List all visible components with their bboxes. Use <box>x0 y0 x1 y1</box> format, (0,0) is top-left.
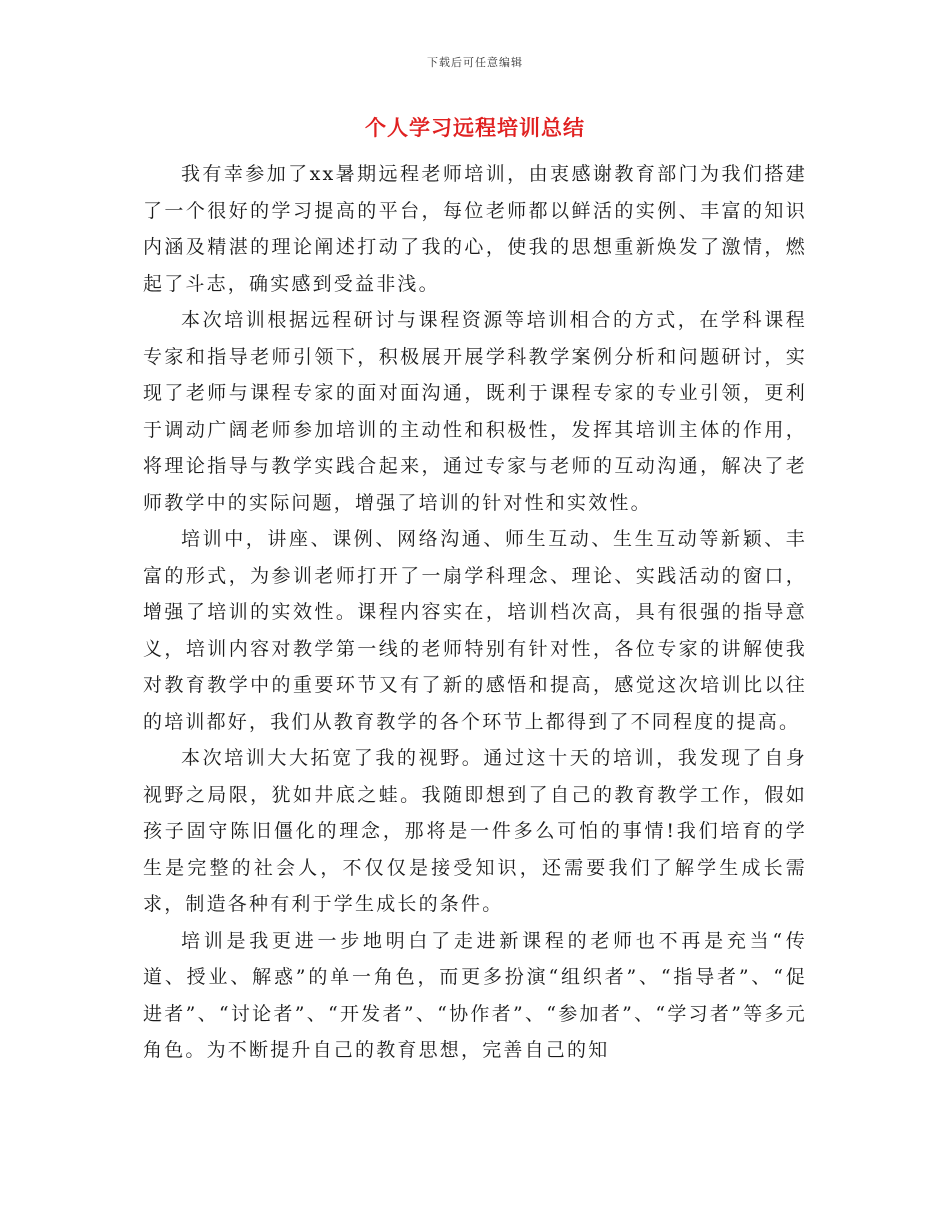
document-title: 个人学习远程培训总结 <box>365 115 585 140</box>
paragraph: 培训是我更进一步地明白了走进新课程的老师也不再是充当“传道、授业、解惑”的单一角色，而更多扮演“组织者”、“指导者”、“促进者”、“讨论者”、“开发者”、“协作者”、“参加者”、“学习者”等多元角色。为不断提升自己的教育思想，完善自己的知 <box>143 929 807 1061</box>
paragraph: 我有幸参加了xx暑期远程老师培训，由衷感谢教育部门为我们搭建了一个很好的学习提高的平台，每位老师都以鲜活的实例、丰富的知识内涵及精湛的理论阐述打动了我的心，使我的思想重新焕发了激情，燃起了斗志，确实感到受益非浅。 <box>143 163 807 295</box>
header-note: 下载后可任意编辑 <box>427 56 523 69</box>
paragraph: 本次培训根据远程研讨与课程资源等培训相合的方式，在学科课程专家和指导老师引领下，积极展开展学科教学案例分析和问题研讨，实现了老师与课程专家的面对面沟通，既利于课程专家的专业引领，更利于调动广阔老师参加培训的主动性和积极性，发挥其培训主体的作用，将理论指导与教学实践合起来，通过专家与老师的互动沟通，解决了老师教学中的实际问题，增强了培训的针对性和实效性。 <box>143 309 807 514</box>
paragraph: 本次培训大大拓宽了我的视野。通过这十天的培训，我发现了自身视野之局限，犹如井底之蛙。我随即想到了自己的教育教学工作，假如孩子固守陈旧僵化的理念，那将是一件多么可怕的事情!我们培育的学生是完整的社会人，不仅仅是接受知识，还需要我们了解学生成长需求，制造各种有利于学生成长的条件。 <box>143 747 807 915</box>
document-body <box>143 156 807 1069</box>
paragraph: 培训中，讲座、课例、网络沟通、师生互动、生生互动等新颖、丰富的形式，为参训老师打开了一扇学科理念、理论、实践活动的窗口，增强了培训的实效性。课程内容实在，培训档次高，具有很强的指导意义，培训内容对教学第一线的老师特别有针对性，各位专家的讲解使我对教育教学中的重要环节又有了新的感悟和提高，感觉这次培训比以往的培训都好，我们从教育教学的各个环节上都得到了不同程度的提高。 <box>143 528 807 733</box>
